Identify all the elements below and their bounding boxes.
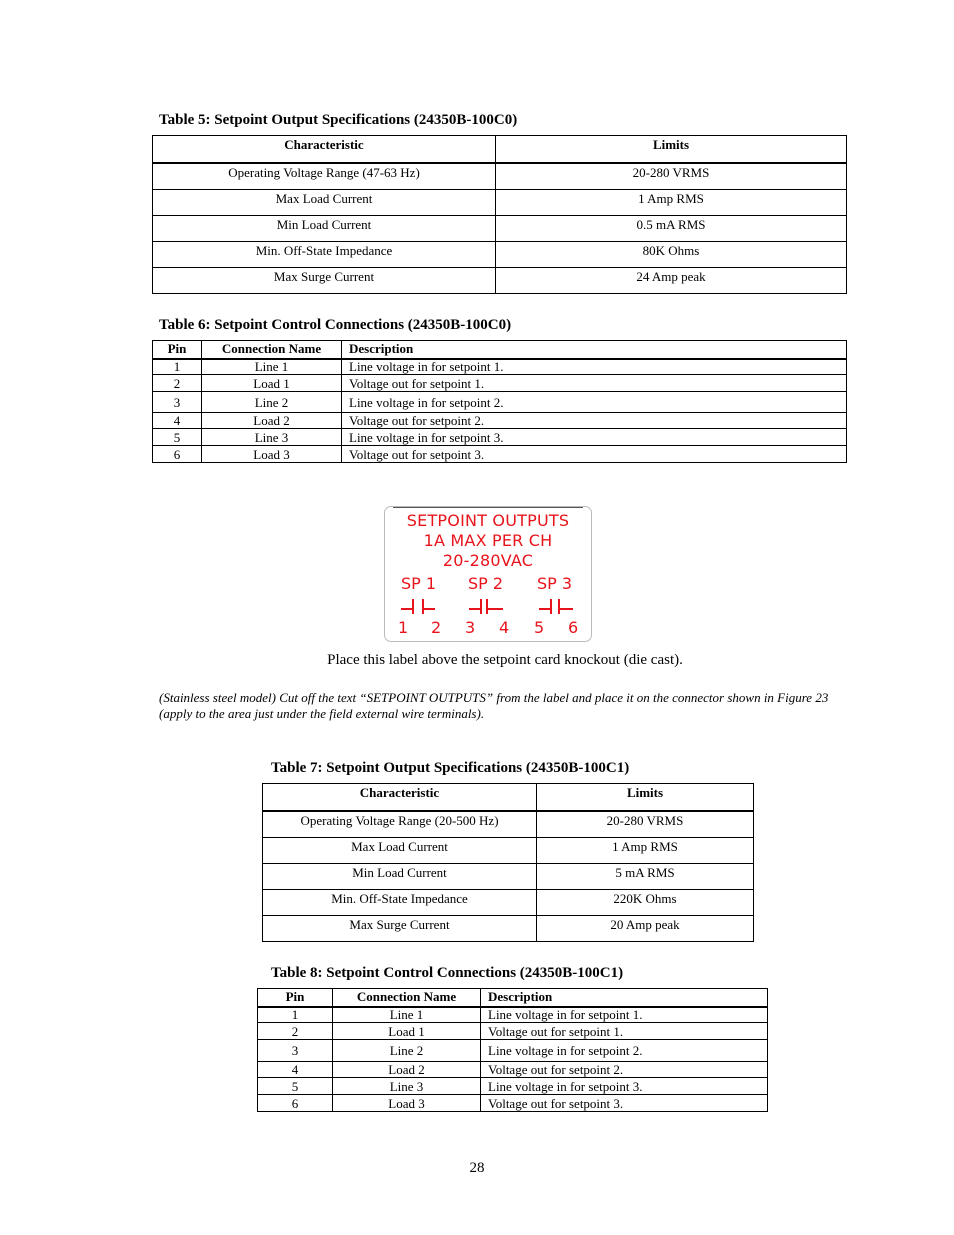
table8-cell: 5 [258, 1078, 333, 1095]
table6-cell: Line 3 [202, 429, 342, 446]
table-row [153, 446, 847, 463]
table6-cell: Line 1 [202, 359, 342, 375]
label-title: SETPOINT OUTPUTS [406, 511, 570, 530]
table-row [258, 1062, 768, 1078]
table7-cell: 5 mA RMS [537, 864, 754, 890]
table-row [263, 916, 754, 942]
table8-cell: Load 1 [333, 1023, 481, 1040]
table5-caption: Table 5: Setpoint Output Specifications (24350B-100C0) [159, 112, 518, 128]
label-max-current: 1A MAX PER CH [423, 531, 553, 550]
label-pin-3: 3 [465, 618, 476, 637]
table8-cell: Line 1 [333, 1007, 481, 1023]
table5-cell: 20-280 VRMS [496, 163, 847, 190]
table-row [258, 1023, 768, 1040]
label-sp1: SP 1 [401, 574, 437, 593]
table6-cell: Line voltage in for setpoint 3. [342, 429, 847, 446]
label-pin-6: 6 [568, 618, 579, 637]
table7-cell: 1 Amp RMS [537, 838, 754, 864]
table6-cell: Load 1 [202, 375, 342, 392]
table-row [258, 1040, 768, 1062]
page-number: 28 [469, 1160, 485, 1176]
table8-header-pin: Pin [258, 989, 333, 1007]
contact-sp2-icon [469, 599, 503, 614]
table8-cell: Line voltage in for setpoint 3. [481, 1078, 768, 1095]
label-pin-5: 5 [534, 618, 545, 637]
table-row [153, 375, 847, 392]
table6-cell: Line 2 [202, 392, 342, 413]
table5-header-characteristic: Characteristic [153, 136, 496, 163]
table7-cell: Min. Off-State Impedance [263, 890, 537, 916]
table5-cell: 80K Ohms [496, 242, 847, 268]
table8-cell: Line 2 [333, 1040, 481, 1062]
table5-cell: Operating Voltage Range (47-63 Hz) [153, 163, 496, 190]
table-row [263, 890, 754, 916]
table-row [263, 838, 754, 864]
table8-cell: Line 3 [333, 1078, 481, 1095]
table7-cell: 220K Ohms [537, 890, 754, 916]
table8-cell: 6 [258, 1095, 333, 1112]
table6-cell: Voltage out for setpoint 2. [342, 413, 847, 429]
table7-caption: Table 7: Setpoint Output Specifications (24350B-100C1) [271, 760, 630, 776]
table6-cell: 3 [153, 392, 202, 413]
table7-cell: 20 Amp peak [537, 916, 754, 942]
label-voltage: 20-280VAC [442, 551, 534, 570]
table5-cell: 1 Amp RMS [496, 190, 847, 216]
label-top-rule [393, 507, 583, 508]
table-row [153, 190, 847, 216]
table5-header-limits: Limits [496, 136, 847, 163]
table8-cell: Line voltage in for setpoint 2. [481, 1040, 768, 1062]
table7 [262, 783, 754, 942]
table5-cell: Min Load Current [153, 216, 496, 242]
label-pin-4: 4 [499, 618, 510, 637]
table6-cell: 2 [153, 375, 202, 392]
table8-cell: Voltage out for setpoint 3. [481, 1095, 768, 1112]
table-row [153, 359, 847, 375]
table-row [153, 216, 847, 242]
label-sp2: SP 2 [468, 574, 504, 593]
table5-cell: Max Load Current [153, 190, 496, 216]
table6-cell: Load 3 [202, 446, 342, 463]
table-row [258, 1095, 768, 1112]
table7-cell: Max Load Current [263, 838, 537, 864]
table5-cell: Min. Off-State Impedance [153, 242, 496, 268]
label-pin-1: 1 [398, 618, 409, 637]
table-row [258, 1078, 768, 1095]
contact-symbols-icon [385, 595, 591, 617]
table5 [152, 135, 847, 294]
table6-header-description: Description [342, 341, 847, 359]
table5-cell: 24 Amp peak [496, 268, 847, 294]
table6-cell: Line voltage in for setpoint 2. [342, 392, 847, 413]
table6-caption: Table 6: Setpoint Control Connections (24350B-100C0) [159, 317, 512, 333]
table-row [153, 429, 847, 446]
table8-cell: Load 2 [333, 1062, 481, 1078]
table8-cell: Voltage out for setpoint 1. [481, 1023, 768, 1040]
label-pin-2: 2 [431, 618, 442, 637]
table-row [258, 1007, 768, 1023]
table8-caption: Table 8: Setpoint Control Connections (24350B-100C1) [271, 965, 624, 981]
stainless-note: (Stainless steel model) Cut off the text “SETPOINT OUTPUTS” from the label and place it on the connector shown in Figure 23 (apply to the area just under the field external wire terminals). [159, 690, 829, 721]
table7-cell: Operating Voltage Range (20-500 Hz) [263, 811, 537, 838]
table-row [153, 242, 847, 268]
table6 [152, 340, 847, 463]
table7-cell: Max Surge Current [263, 916, 537, 942]
table-row [153, 413, 847, 429]
table6-header-connection-name: Connection Name [202, 341, 342, 359]
table8-cell: Line voltage in for setpoint 1. [481, 1007, 768, 1023]
table-row [263, 864, 754, 890]
table8-cell: 1 [258, 1007, 333, 1023]
table6-cell: 1 [153, 359, 202, 375]
table-row [153, 392, 847, 413]
table6-cell: Voltage out for setpoint 1. [342, 375, 847, 392]
table7-cell: Min Load Current [263, 864, 537, 890]
table6-cell: Load 2 [202, 413, 342, 429]
table8-cell: Voltage out for setpoint 2. [481, 1062, 768, 1078]
table-row [153, 268, 847, 294]
table7-cell: 20-280 VRMS [537, 811, 754, 838]
table-row [263, 811, 754, 838]
table7-header-limits: Limits [537, 784, 754, 811]
table-row [153, 163, 847, 190]
label-sp3: SP 3 [537, 574, 573, 593]
label-caption: Place this label above the setpoint card knockout (die cast). [327, 652, 683, 668]
table7-header-characteristic: Characteristic [263, 784, 537, 811]
table6-cell: 5 [153, 429, 202, 446]
table8-cell: 4 [258, 1062, 333, 1078]
table5-cell: Max Surge Current [153, 268, 496, 294]
table8 [257, 988, 768, 1112]
table6-cell: 6 [153, 446, 202, 463]
table8-header-description: Description [481, 989, 768, 1007]
table8-cell: 3 [258, 1040, 333, 1062]
table8-cell: Load 3 [333, 1095, 481, 1112]
table8-cell: 2 [258, 1023, 333, 1040]
table5-cell: 0.5 mA RMS [496, 216, 847, 242]
table6-cell: Voltage out for setpoint 3. [342, 446, 847, 463]
table6-cell: Line voltage in for setpoint 1. [342, 359, 847, 375]
table6-header-pin: Pin [153, 341, 202, 359]
setpoint-label-image [384, 506, 592, 642]
contact-sp3-icon [539, 599, 573, 614]
contact-sp1-icon [401, 599, 435, 614]
table8-header-connection-name: Connection Name [333, 989, 481, 1007]
table6-cell: 4 [153, 413, 202, 429]
